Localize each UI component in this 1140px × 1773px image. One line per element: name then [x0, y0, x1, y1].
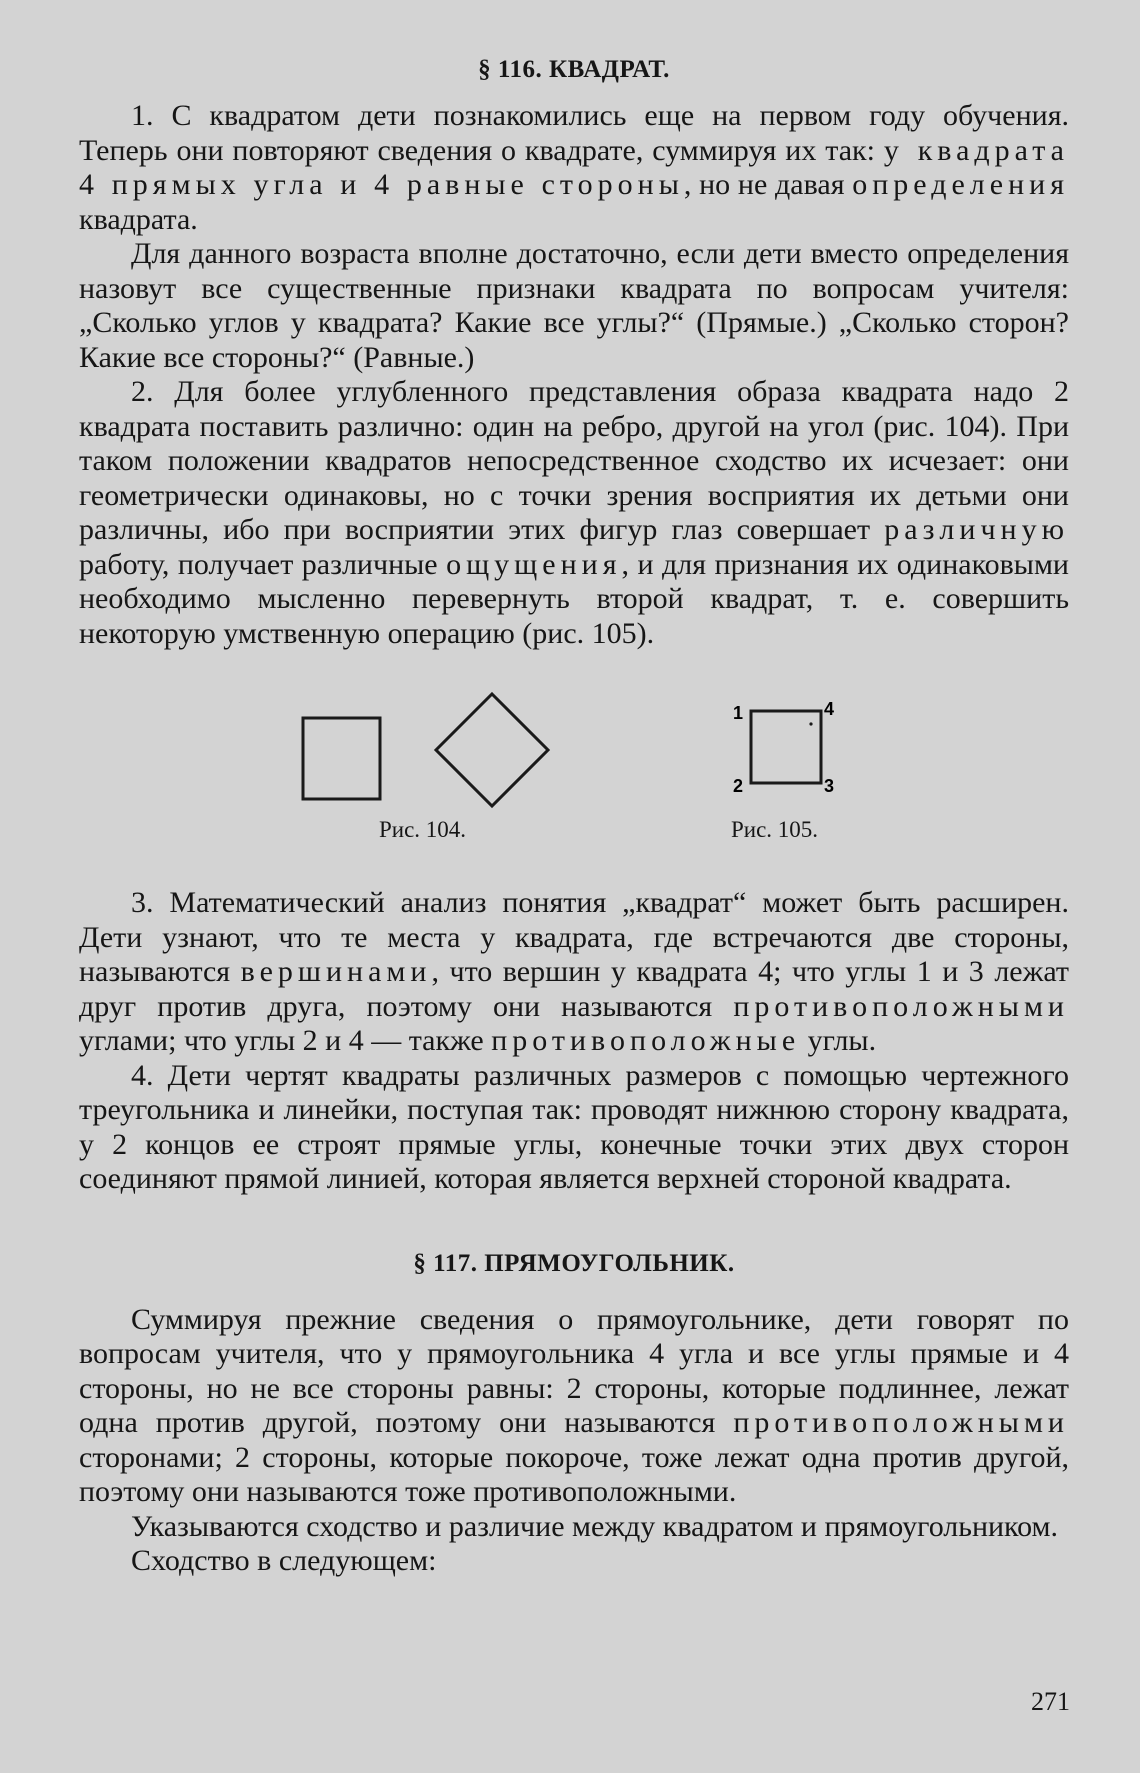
- section-117-heading: § 117. ПРЯМОУГОЛЬНИК.: [413, 1249, 735, 1277]
- paragraph-1: 1. С квадратом дети познакомились еще на первом году обучения. Теперь они повторяют сведения о квадрате, суммируя их так: у квадрата 4 прямых угла и 4 равные стороны, но не давая определения квадрата.: [79, 99, 1069, 236]
- square-on-edge: [303, 718, 380, 799]
- paragraph-6: Суммируя прежние сведения о прямоугольнике, дети говорят по вопросам учителя, что у прямоугольника 4 угла и все углы прямые и 4 стороны, но не все стороны равны: 2 стороны, которые подлиннее, лежат одна против другой, поэтому они называются противоположными сторонами; 2 стороны, которые покороче, тоже лежат одна против другой, поэтому они называются тоже противоположными.: [79, 1302, 1069, 1508]
- vertex-label-2: 2: [733, 776, 744, 796]
- fig-104-caption: Рис. 104.: [379, 817, 467, 842]
- paragraph-3: 2. Для более углубленного представления образа квадрата надо 2 квадрата поставить различно: один на ребро, другой на угол (рис. 104). При таком положении квадратов непосредственное сходство их исчезает: они геометрически одинаковы, но с точки зрения восприятия их детьми они различны, ибо при восприятии этих фигур глаз совершает различную работу, получает различные ощущения, и для признания их одинаковыми необходимо мысленно перевернуть второй квадрат, т. е. совершить некоторую умственную операцию (рис. 105).: [79, 375, 1069, 650]
- paragraph-8: Сходство в следующем:: [131, 1544, 437, 1577]
- square-on-corner: [436, 694, 548, 806]
- paragraph-7: Указываются сходство и различие между квадратом и прямоугольником.: [131, 1509, 1059, 1543]
- paragraph-2: Для данного возраста вполне достаточно, если дети вместо определения назовут все существенные признаки квадрата по вопросам учителя: „Сколько углов у квадрата? Какие все углы?“ (Прямые.) „Сколько сторон? Какие все стороны?“ (Равные.): [79, 237, 1069, 374]
- spaced-emphasis: ощущения: [446, 547, 622, 581]
- section-116-heading: § 116. КВАДРАТ.: [478, 56, 670, 83]
- figures-block: [79, 651, 1069, 886]
- fig-105-caption: Рис. 105.: [731, 817, 819, 842]
- spaced-emphasis: вершинами: [240, 955, 432, 988]
- vertex-label-1: 1: [733, 703, 744, 723]
- page-number: 271: [1031, 1687, 1070, 1716]
- spaced-emphasis: противоположные: [491, 1024, 801, 1057]
- text-column: [79, 55, 1069, 1579]
- spaced-emphasis: противоположными: [733, 989, 1069, 1023]
- paragraph-4: 3. Математический анализ понятия „квадрат“ может быть расширен. Дети узнают, что те места у квадрата, где встречаются две стороны, называются вершинами, что вершин у квадрата 4; что углы 1 и 3 лежат друг против друга, поэтому они называются противоположными углами; что углы 2 и 4 — также противоположные углы.: [79, 886, 1069, 1057]
- spaced-emphasis: различную: [884, 513, 1069, 546]
- numbered-square: [751, 711, 821, 783]
- spaced-emphasis: у квадрата 4 прямых угла и 4 равные стороны: [79, 133, 1069, 201]
- square-dot: [809, 722, 812, 725]
- spaced-emphasis: противоположными: [733, 1406, 1069, 1439]
- vertex-label-4: 4: [824, 699, 835, 719]
- paragraph-5: 4. Дети чертят квадраты различных размеров с помощью чертежного треугольника и линейки, поступая так: проводят нижнюю сторону квадрата, у 2 концов ее строят прямые углы, конечные точки этих двух сторон соединяют прямой линией, которая является верхней стороной квадрата.: [79, 1058, 1069, 1195]
- spaced-emphasis: определения: [852, 168, 1069, 201]
- vertex-label-3: 3: [824, 776, 835, 796]
- figures-drawing: [79, 651, 1069, 886]
